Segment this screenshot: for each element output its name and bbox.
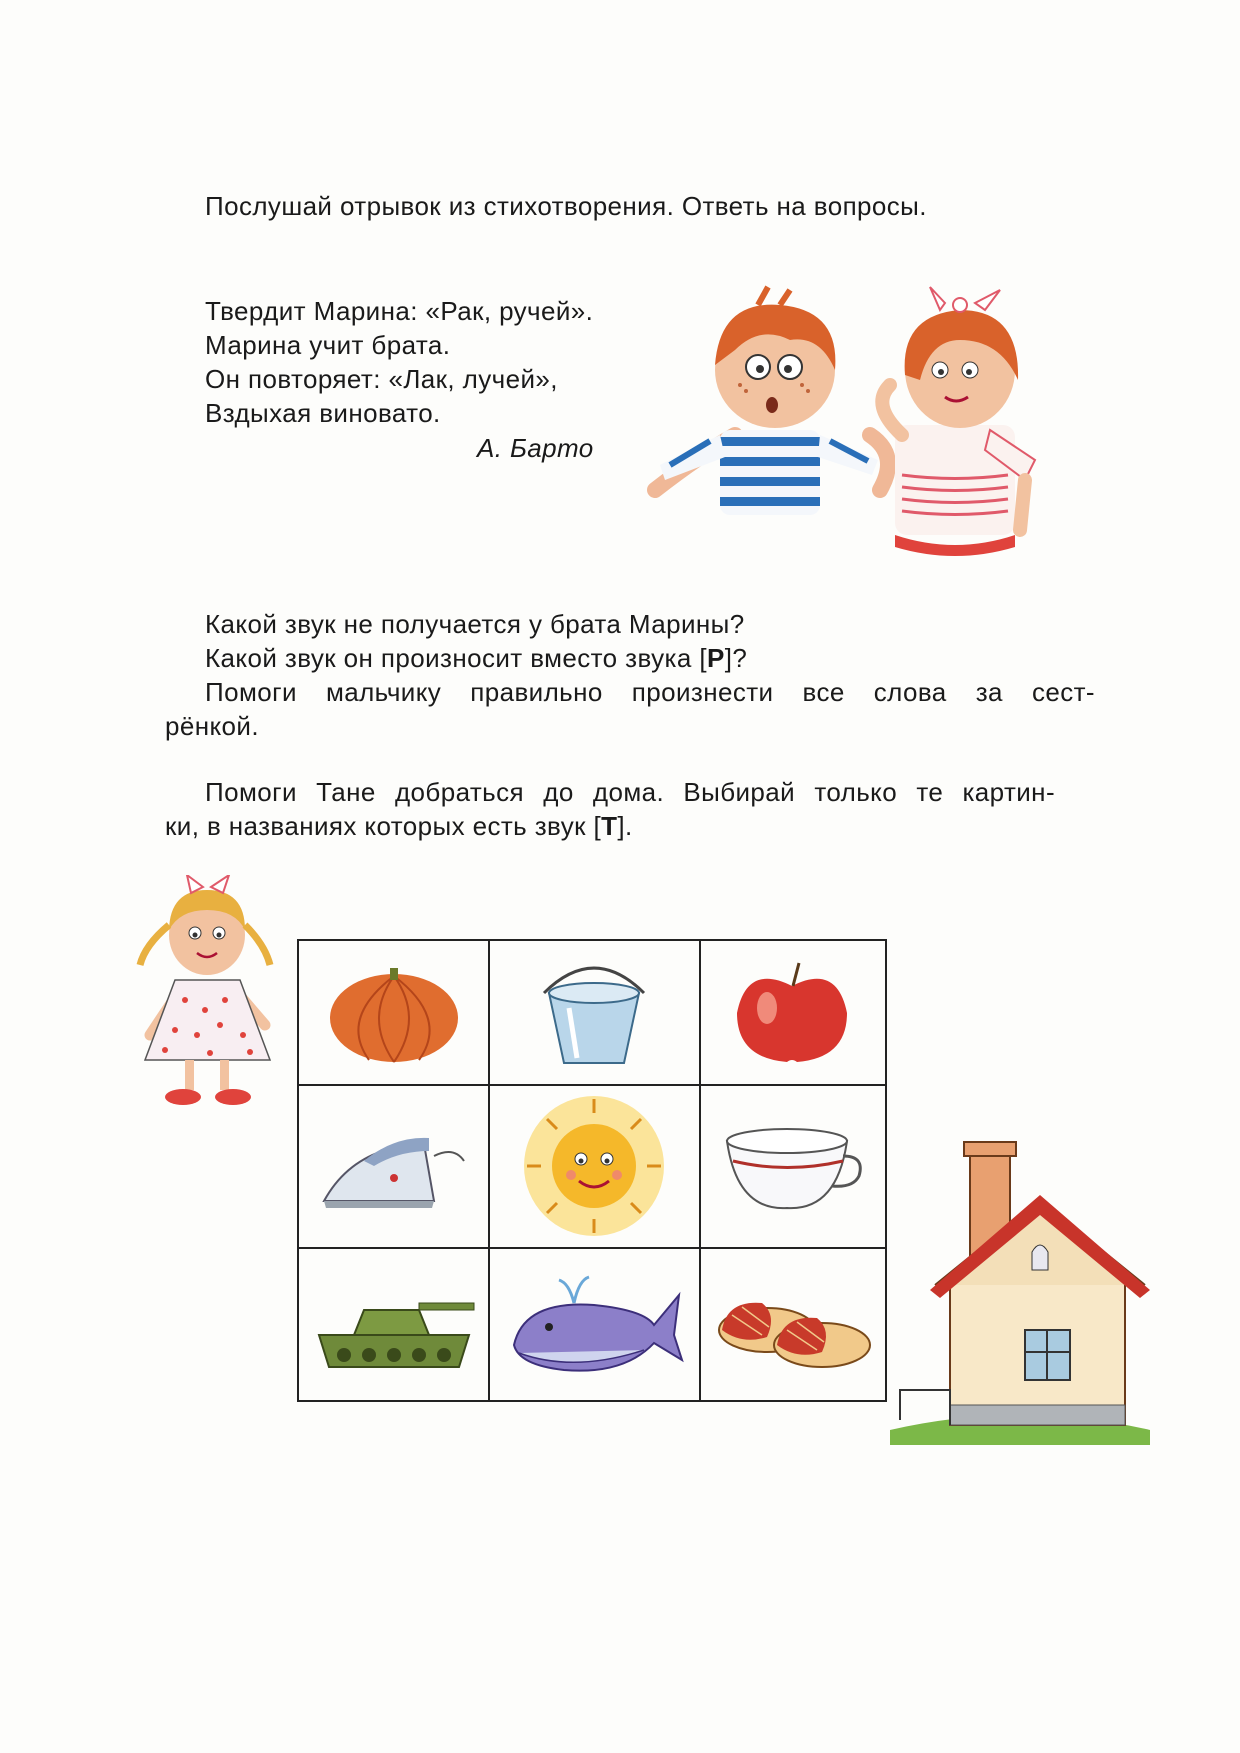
cup-icon [717, 1116, 867, 1216]
grid-cell-slippers[interactable] [699, 1247, 885, 1402]
bucket-icon [529, 953, 659, 1073]
grid-cell-cup[interactable] [699, 1084, 885, 1247]
task1-instruction: Послушай отрывок из стихотворения. Ответь на вопросы. [205, 191, 927, 221]
grid-cell-apple[interactable] [699, 941, 885, 1084]
boy-illustration [655, 287, 888, 515]
question-2-end: ]? [724, 643, 748, 673]
tanya-illustration [125, 875, 290, 1115]
question-2-text: Какой звук он произносит вместо звука [ [205, 643, 707, 673]
grid-cell-iron[interactable] [299, 1084, 488, 1247]
iron-icon [314, 1116, 474, 1216]
question-2-sound: Р [706, 643, 725, 673]
pumpkin-icon [324, 958, 464, 1068]
grid-cell-whale[interactable] [488, 1247, 699, 1402]
house-illustration [890, 1130, 1160, 1450]
task2-line-1: Помоги Тане добраться до дома. Выбирай только те картин- [205, 777, 1055, 807]
poem-author: А. Барто [477, 433, 594, 463]
grid-cell-pumpkin[interactable] [299, 941, 488, 1084]
sun-icon [519, 1091, 669, 1241]
picture-grid [297, 939, 887, 1402]
grid-cell-tank[interactable] [299, 1247, 488, 1402]
marina-illustration [882, 287, 1035, 556]
poem-line-3: Он повторяет: «Лак, лучей», [205, 364, 558, 394]
task2-line-2-end: ]. [617, 811, 633, 841]
grid-cell-bucket[interactable] [488, 941, 699, 1084]
tank-icon [309, 1275, 479, 1375]
whale-icon [504, 1265, 684, 1385]
poem-line-2: Марина учит брата. [205, 330, 451, 360]
task2-line-2-text: ки, в названиях которых есть звук [ [165, 811, 602, 841]
slippers-icon [707, 1275, 877, 1375]
question-3-line-2: рёнкой. [165, 711, 259, 741]
question-1: Какой звук не получается у брата Марины? [205, 609, 745, 639]
poem-line-1: Твердит Марина: «Рак, ручей». [205, 296, 594, 326]
apple-icon [727, 958, 857, 1068]
grid-cell-sun[interactable] [488, 1084, 699, 1247]
poem-line-4: Вздыхая виновато. [205, 398, 441, 428]
boy-and-marina-illustration [640, 285, 1100, 605]
question-3-line-1: Помоги мальчику правильно произнести все слова за сест- [205, 677, 1095, 707]
task2-sound: Т [601, 811, 618, 841]
question-2 [205, 642, 747, 674]
task2-line-2 [165, 810, 633, 842]
